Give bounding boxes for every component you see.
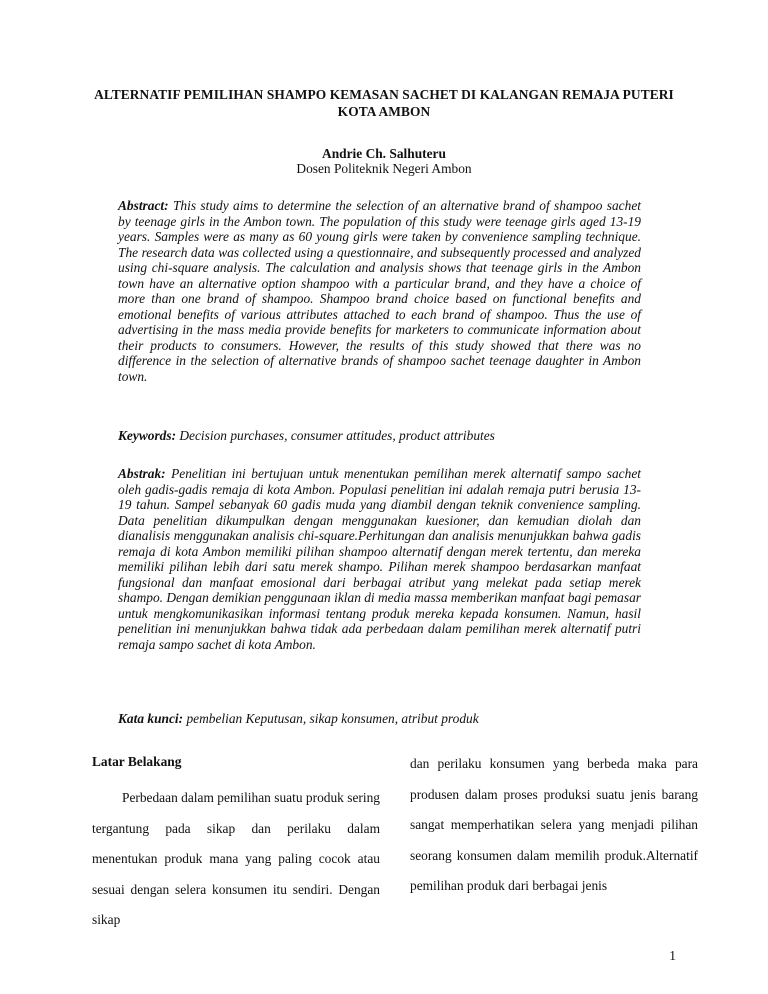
body-paragraph-left: Perbedaan dalam pemilihan suatu produk sering tergantung pada sikap dan perilaku dalam menentukan produk mana yang paling cocok atau sesuai dengan selera konsumen itu sendiri. Dengan sikap <box>92 790 380 927</box>
abstrak-text: Penelitian ini bertujuan untuk menentukan pemilihan merek alternatif sampo sachet oleh gadis-gadis remaja di kota Ambon. Populasi penelitian ini adalah remaja putri berusia 13-19 tahun. Sampel sebanyak 60 gadis muda yang diambil dengan teknik convenience sampling. Data penelitian dikumpulkan dengan menggunakan kuesioner, dan kemudian diolah dan dianalisis menggunakan analisis chi-square.Perhitungan dan analisis menunjukkan bahwa gadis remaja di kota Ambon memiliki pilihan shampoo alternatif dengan merek tertentu, dan mereka memiliki pilihan lebih dari satu merek shampo. Pilihan merek shampoo berdasarkan manfaat fungsional dan manfaat emosional dari berbagai atribut yang melekat pada setiap merek shampo. Dengan demikian penggunaan iklan di media massa memberikan manfaat bagi pemasar untuk mengkomunikasikan informasi tentang produk mereka kepada konsumen. Namun, hasil penelitian ini menunjukkan bahwa tidak ada perbedaan dalam pemilihan merek alternatif putri remaja sampo sachet di kota Ambon. <box>118 466 641 652</box>
keywords-text: Decision purchases, consumer attitudes, product attributes <box>176 428 495 443</box>
keywords-indonesian <box>118 711 678 727</box>
body-column-left <box>92 753 380 936</box>
author-affiliation: Dosen Politeknik Negeri Ambon <box>296 161 472 176</box>
abstract-text: This study aims to determine the selection of an alternative brand of shampoo sachet by teenage girls in the Ambon town. The population of this study were teenage girls aged 13-19 years. Samples were as many as 60 young girls were taken by convenience sampling technique. The research data was collected using a questionnaire, and subsequently processed and analyzed using chi-square analysis. The calculation and analysis shows that teenage girls in the Ambon town have an alternative option shampoo with a particular brand, and they have a choice of more than one brand of shampoo. Shampoo brand choice based on functional benefits and emotional benefits of various attributes attached to each brand of shampoo. Thus the use of advertising in the mass media provide benefits for marketers to communicate information about their products to consumers. However, the results of this study showed that there was no difference in the selection of alternative brands of shampoo sachet teenage daughter in Ambon town. <box>118 198 641 384</box>
abstract-english <box>118 198 641 384</box>
section-heading: Latar Belakang <box>92 754 182 769</box>
keywords-english <box>118 428 678 444</box>
abstract-indonesian <box>118 466 641 652</box>
body-paragraph-right: dan perilaku konsumen yang berbeda maka para produsen dalam proses produksi suatu jenis barang sangat memperhatikan selera yang menjadi pilihan seorang konsumen dalam memilih produk.Alternatif pemilihan produk dari berbagai jenis <box>410 756 698 893</box>
abstract-label: Abstract: <box>118 198 169 213</box>
kata-kunci-text: pembelian Keputusan, sikap konsumen, atribut produk <box>183 711 479 726</box>
keywords-label: Keywords: <box>118 428 177 443</box>
page-number: 1 <box>669 948 676 963</box>
author-name: Andrie Ch. Salhuteru <box>322 146 446 161</box>
body-column-right <box>410 749 698 902</box>
abstrak-label: Abstrak: <box>118 466 166 481</box>
kata-kunci-label: Kata kunci: <box>118 711 184 726</box>
paper-title: ALTERNATIF PEMILIHAN SHAMPO KEMASAN SACHET DI KALANGAN REMAJA PUTERI KOTA AMBON <box>94 87 674 119</box>
